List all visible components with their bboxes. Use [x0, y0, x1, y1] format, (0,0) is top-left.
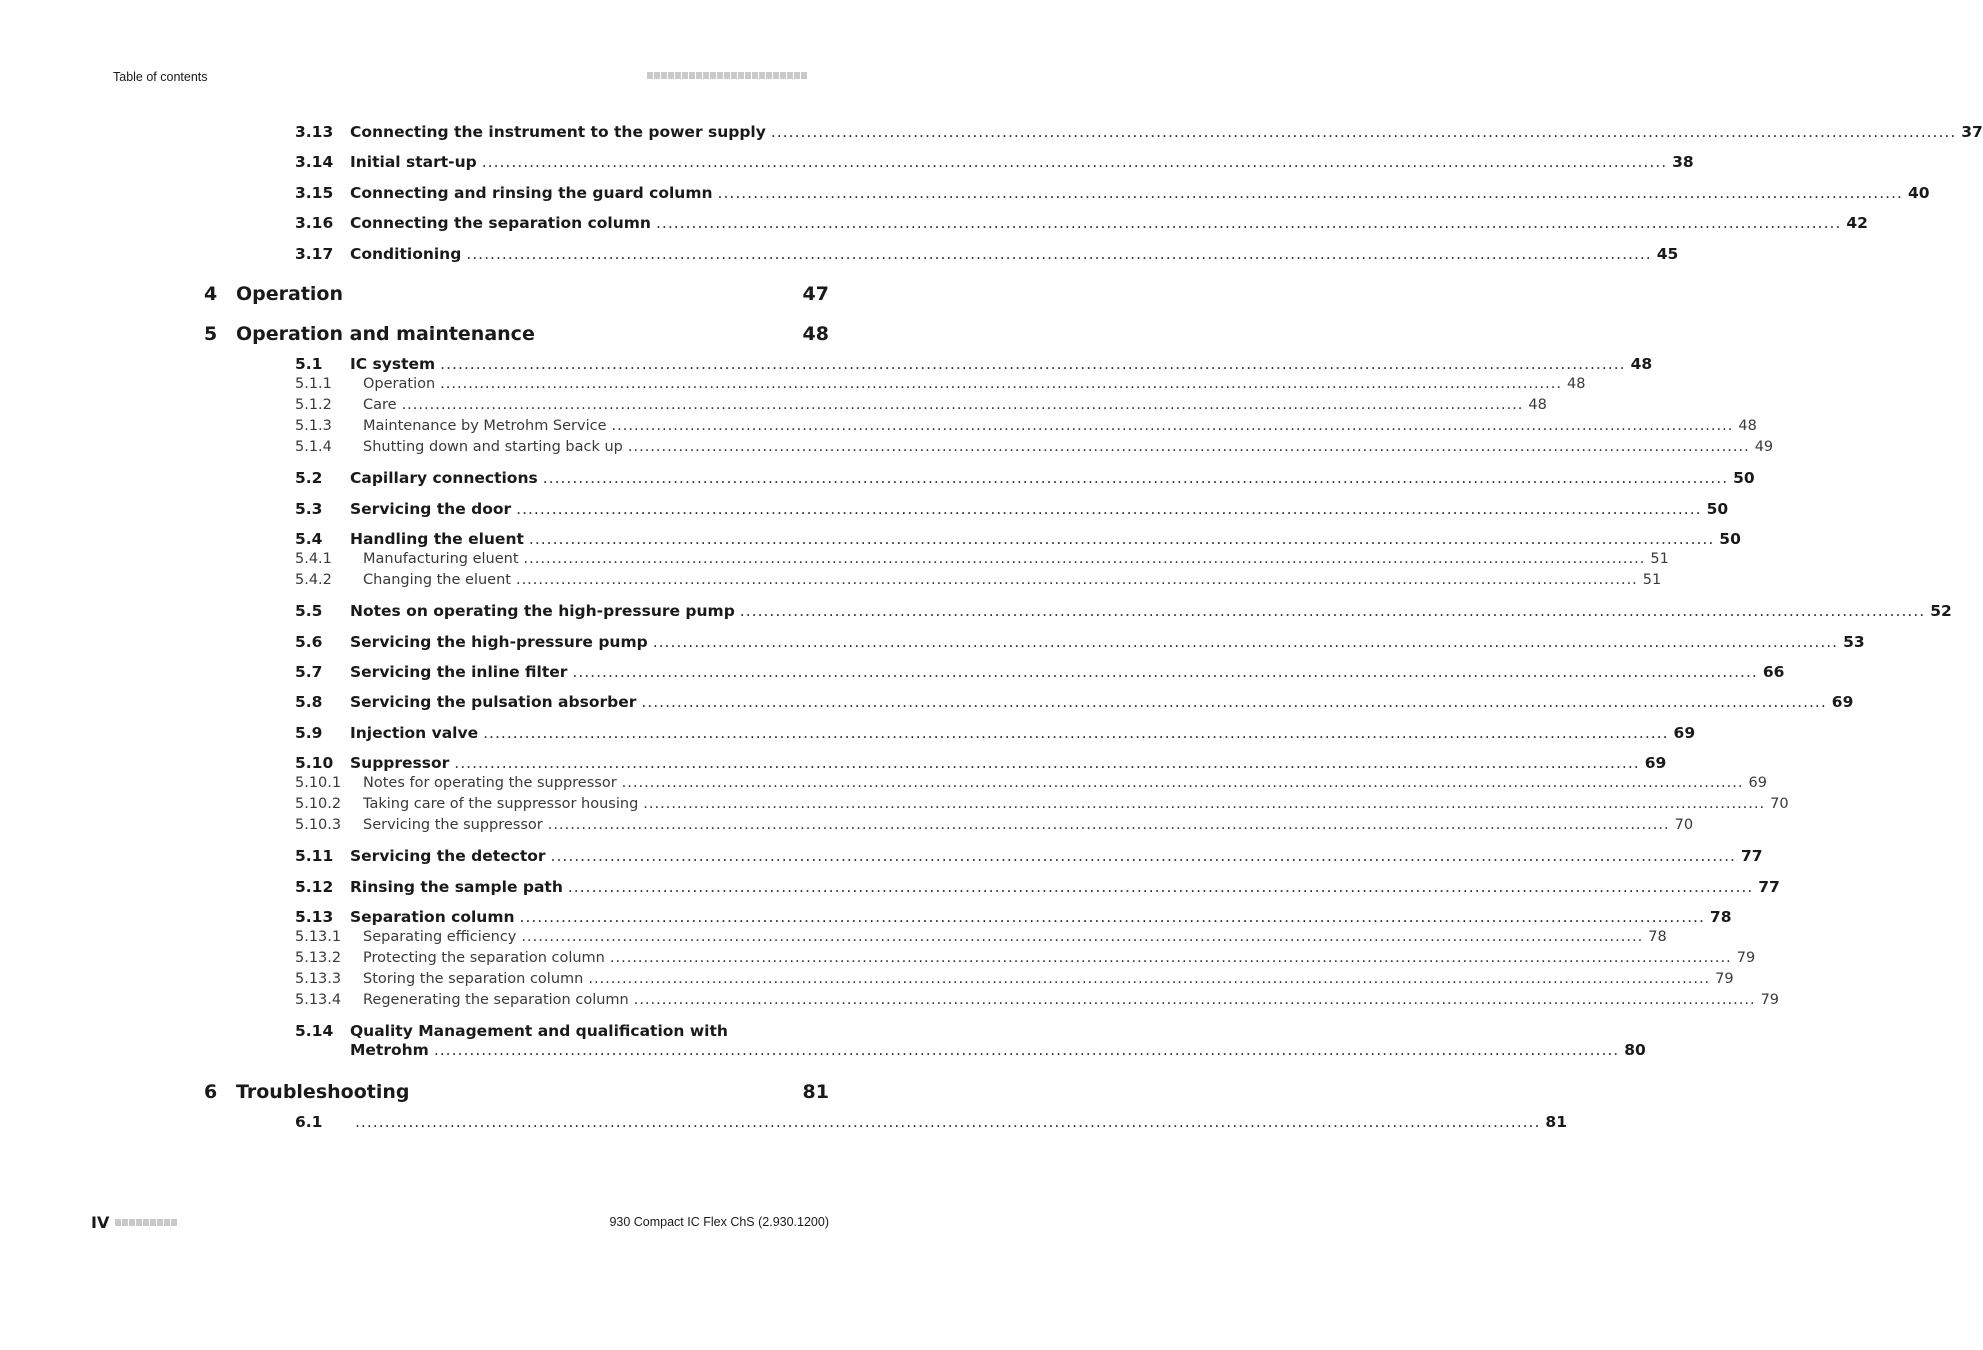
toc-entry-page: 50: [1719, 530, 1741, 548]
toc-entry-title: Operation: [363, 376, 436, 392]
toc-entry[interactable]: [295, 633, 1865, 653]
toc-entry[interactable]: [295, 376, 1586, 396]
toc-entry-number: 4: [204, 283, 218, 305]
toc-entry-number: 3.17: [295, 245, 334, 263]
leader-dots: ........................................................................................................................................................................................................: [440, 355, 1626, 373]
toc-entry-number: 5.3: [295, 500, 323, 518]
toc-entry-page: 48: [1528, 397, 1547, 413]
toc-entry-number: 3.14: [295, 153, 334, 171]
toc-entry-number: 6: [204, 1081, 218, 1103]
toc-entry-number: 6.1: [295, 1113, 323, 1131]
toc-entry-number: 5.4.1: [295, 551, 332, 567]
toc-entry-page: 47: [802, 283, 829, 305]
leader-dots: ........................................................................................................................................................................................................: [481, 153, 1668, 171]
toc-entry[interactable]: [295, 847, 1763, 867]
leader-dots: ........................................................................................................................................................................................................: [717, 184, 1903, 202]
toc-entry-number: 5.9: [295, 724, 323, 742]
leader-dots: ........................................................................................................................................................................................................: [655, 214, 1842, 232]
toc-entry-number: 5.1: [295, 355, 323, 373]
toc-entry[interactable]: [295, 663, 1785, 683]
toc-entry[interactable]: [295, 754, 1667, 774]
leader-dots: ........................................................................................................................................................................................................: [611, 418, 1734, 434]
toc-entry-page: 40: [1907, 184, 1930, 202]
toc-entry[interactable]: [295, 418, 1757, 438]
toc-entry[interactable]: [295, 693, 1854, 713]
toc-entry-number: 5.10.1: [295, 775, 342, 791]
toc-entry-title: Shutting down and starting back up: [363, 439, 623, 455]
toc-entry-number: 5.11: [295, 847, 334, 865]
toc-entry-page: 51: [1650, 551, 1669, 567]
leader-dots: ........................................................................................................................................................................................................: [627, 439, 1750, 455]
leader-dots: ........................................................................................................................................................................................................: [550, 847, 1736, 865]
toc-entry-page: 37: [1961, 123, 1983, 141]
toc-entry-number: 5.1.3: [295, 418, 332, 434]
leader-dots: ........................................................................................................................................................................................................: [523, 551, 1646, 567]
toc-entry[interactable]: [295, 950, 1756, 970]
toc-entry-title: Handling the eluent: [350, 530, 524, 548]
toc-entry-title: IC system: [350, 355, 436, 373]
toc-entry-page: 69: [1831, 693, 1854, 711]
toc-entry[interactable]: [295, 500, 1729, 520]
toc-entry[interactable]: [295, 775, 1767, 795]
toc-entry-page: 77: [1758, 878, 1780, 896]
toc-entry-title: Separating efficiency: [363, 929, 517, 945]
leader-dots: ........................................................................................................................................................................................................: [641, 693, 1827, 711]
toc-entry-number: 5.7: [295, 663, 323, 681]
toc-entry-number: 5: [204, 323, 218, 345]
footer-product: 930 Compact IC Flex ChS (2.930.1200): [609, 1215, 829, 1229]
toc-entry-page: 79: [1760, 992, 1780, 1008]
toc-entry[interactable]: [295, 469, 1755, 489]
toc-entry[interactable]: [295, 1022, 1646, 1064]
toc-entry-number: 5.13: [295, 908, 334, 926]
toc-entry[interactable]: [295, 123, 1983, 143]
toc-entry-title: Rinsing the sample path: [350, 878, 563, 896]
leader-dots: ........................................................................................................................................................................................................: [528, 530, 1715, 548]
leader-dots: ........................................................................................................................................................................................................: [516, 500, 1702, 518]
footer-decoration: [115, 1219, 177, 1226]
footer-page-block: [91, 1213, 177, 1232]
toc-entry-title-cont: Metrohm: [350, 1041, 429, 1059]
toc-entry-page: 66: [1762, 663, 1785, 681]
toc-entry-number: 5.10.3: [295, 817, 342, 833]
toc-entry[interactable]: [295, 602, 1952, 622]
toc-entry-page: 48: [1567, 376, 1586, 392]
toc-entry-page: 69: [1673, 724, 1696, 742]
toc-entry[interactable]: [295, 929, 1667, 949]
toc-entry-title: Initial start-up: [350, 153, 477, 171]
toc-entry-page: 70: [1674, 817, 1694, 833]
toc-entry[interactable]: [295, 817, 1694, 837]
toc-entry-title: Taking care of the suppressor housing: [363, 796, 639, 812]
toc-entry[interactable]: [295, 439, 1774, 459]
header-decoration: [647, 72, 807, 79]
toc-entry-page: 42: [1846, 214, 1868, 232]
toc-entry[interactable]: [295, 530, 1741, 550]
toc-entry-number: 5.10: [295, 754, 334, 772]
leader-dots: ........................................................................................................................................................................................................: [355, 1113, 1541, 1131]
toc-entry[interactable]: [204, 283, 829, 309]
toc-entry-page: 69: [1748, 775, 1767, 791]
toc-entry-number: 3.13: [295, 123, 334, 141]
running-header-title: Table of contents: [113, 70, 208, 84]
toc-entry[interactable]: [295, 1113, 1567, 1133]
toc-entry-number: 5.1.1: [295, 376, 332, 392]
toc-entry[interactable]: [295, 245, 1679, 265]
toc-entry-title: Servicing the inline filter: [350, 663, 568, 681]
toc-entry-page: 69: [1644, 754, 1667, 772]
toc-entry-page: 45: [1656, 245, 1679, 263]
toc-entry-number: 5.13.2: [295, 950, 342, 966]
toc-entry[interactable]: [204, 323, 829, 349]
toc-entry-page: 78: [1709, 908, 1732, 926]
toc-entry[interactable]: [204, 1081, 829, 1107]
toc-entry-page: 49: [1754, 439, 1774, 455]
leader-dots: ........................................................................................................................................................................................................: [739, 602, 1926, 620]
toc-entry[interactable]: [295, 878, 1780, 898]
toc-entry[interactable]: [295, 184, 1930, 204]
toc-entry-page: 50: [1706, 500, 1729, 518]
leader-dots: ........................................................................................................................................................................................................: [515, 572, 1638, 588]
leader-dots: ........................................................................................................................................................................................................: [652, 633, 1839, 651]
toc-entry-number: 5.13.4: [295, 992, 342, 1008]
leader-dots: ........................................................................................................................................................................................................: [521, 929, 1644, 945]
toc-entry-page: 77: [1740, 847, 1763, 865]
toc-entry[interactable]: [295, 572, 1662, 592]
toc-entry[interactable]: [295, 971, 1734, 991]
toc-entry-title: Servicing the pulsation absorber: [350, 693, 637, 711]
toc-entry[interactable]: [295, 551, 1669, 571]
toc-entry-number: 5.1.4: [295, 439, 332, 455]
toc-entry-number: 3.16: [295, 214, 334, 232]
leader-dots: ........................................................................................................................................................................................................: [454, 754, 1640, 772]
leader-dots: ........................................................................................................................................................................................................: [572, 663, 1758, 681]
toc-entry-page: 79: [1715, 971, 1734, 987]
toc-entry-page: 80: [1624, 1041, 1646, 1059]
toc-entry[interactable]: [295, 214, 1868, 234]
toc-entry-title: Suppressor: [350, 754, 450, 772]
toc-entry-title: Capillary connections: [350, 469, 538, 487]
leader-dots: ........................................................................................................................................................................................................: [433, 1041, 1620, 1059]
toc-entry-number: 3.15: [295, 184, 334, 202]
leader-dots: ........................................................................................................................................................................................................: [567, 878, 1754, 896]
leader-dots: ........................................................................................................................................................................................................: [621, 775, 1744, 791]
toc-entry-number: 5.13.1: [295, 929, 342, 945]
toc-entry[interactable]: [295, 796, 1789, 816]
toc-entry[interactable]: [295, 992, 1780, 1012]
leader-dots: ........................................................................................................................................................................................................: [401, 397, 1524, 413]
toc-entry-title: Servicing the door: [350, 500, 512, 518]
toc-entry-title: Servicing the suppressor: [363, 817, 543, 833]
toc-entry-page: 78: [1648, 929, 1667, 945]
toc-entry-title: Connecting the separation column: [350, 214, 651, 232]
toc-entry-number: 5.6: [295, 633, 323, 651]
toc-entry[interactable]: [295, 153, 1694, 173]
page-number: IV: [91, 1213, 110, 1232]
toc-entry-title: Changing the eluent: [363, 572, 511, 588]
toc-entry-title: Connecting the instrument to the power supply: [350, 123, 766, 141]
toc-entry-title: Servicing the detector: [350, 847, 546, 865]
toc-entry-page: 48: [1738, 418, 1757, 434]
toc-entry-title: Conditioning: [350, 245, 462, 263]
toc-entry-number: 5.12: [295, 878, 334, 896]
toc-entry-title: Care: [363, 397, 397, 413]
toc-entry-number: 5.4.2: [295, 572, 332, 588]
toc-entry-page: 81: [1545, 1113, 1567, 1131]
toc-entry[interactable]: [295, 908, 1732, 928]
leader-dots: ........................................................................................................................................................................................................: [440, 376, 1562, 392]
toc-entry-title: Connecting and rinsing the guard column: [350, 184, 713, 202]
toc-entry-title: Regenerating the separation column: [363, 992, 629, 1008]
toc-entry-number: 5.2: [295, 469, 323, 487]
leader-dots: ........................................................................................................................................................................................................: [483, 724, 1669, 742]
toc-entry-page: 38: [1672, 153, 1694, 171]
toc-entry-title: Quality Management and qualification with: [350, 1022, 728, 1040]
toc-entry-title: Operation: [236, 283, 344, 305]
toc-entry-title: Separation column: [350, 908, 515, 926]
leader-dots: ........................................................................................................................................................................................................: [609, 950, 1732, 966]
toc-entry-page: 81: [802, 1081, 829, 1103]
toc-entry-page: 50: [1733, 469, 1755, 487]
leader-dots: ........................................................................................................................................................................................................: [542, 469, 1729, 487]
toc-entry-title: Maintenance by Metrohm Service: [363, 418, 607, 434]
leader-dots: ........................................................................................................................................................................................................: [466, 245, 1652, 263]
toc-entry[interactable]: [295, 397, 1547, 417]
toc-entry-number: 5.8: [295, 693, 323, 711]
toc-entry[interactable]: [295, 355, 1653, 375]
leader-dots: ........................................................................................................................................................................................................: [547, 817, 1670, 833]
toc-entry-title: Storing the separation column: [363, 971, 584, 987]
toc-entry-title: Notes on operating the high-pressure pump: [350, 602, 735, 620]
toc-entry-number: 5.10.2: [295, 796, 342, 812]
toc-entry-page: 53: [1843, 633, 1865, 651]
toc-entry-page: 48: [1630, 355, 1653, 373]
toc-entry-title: Injection valve: [350, 724, 479, 742]
toc-entry-page: 70: [1770, 796, 1789, 812]
toc-entry-title: Servicing the high-pressure pump: [350, 633, 648, 651]
toc-entry-page: 79: [1736, 950, 1756, 966]
toc-entry-title: Troubleshooting: [236, 1081, 410, 1103]
toc-entry-title: Protecting the separation column: [363, 950, 605, 966]
toc-entry-number: 5.13.3: [295, 971, 342, 987]
toc-entry-title: Notes for operating the suppressor: [363, 775, 617, 791]
toc-entry-title: Operation and maintenance: [236, 323, 535, 345]
leader-dots: ........................................................................................................................................................................................................: [519, 908, 1705, 926]
toc-entry-page: 48: [802, 323, 829, 345]
toc-entry-number: 5.14: [295, 1022, 334, 1040]
leader-dots: ........................................................................................................................................................................................................: [643, 796, 1766, 812]
leader-dots: ........................................................................................................................................................................................................: [633, 992, 1756, 1008]
toc-entry-title: Manufacturing eluent: [363, 551, 519, 567]
toc-entry-number: 5.1.2: [295, 397, 332, 413]
toc-entry[interactable]: [295, 724, 1696, 744]
leader-dots: ........................................................................................................................................................................................................: [770, 123, 1957, 141]
toc-entry-page: 51: [1642, 572, 1662, 588]
leader-dots: ........................................................................................................................................................................................................: [588, 971, 1711, 987]
toc-entry-number: 5.4: [295, 530, 323, 548]
toc-entry-number: 5.5: [295, 602, 323, 620]
toc-entry-page: 52: [1930, 602, 1952, 620]
